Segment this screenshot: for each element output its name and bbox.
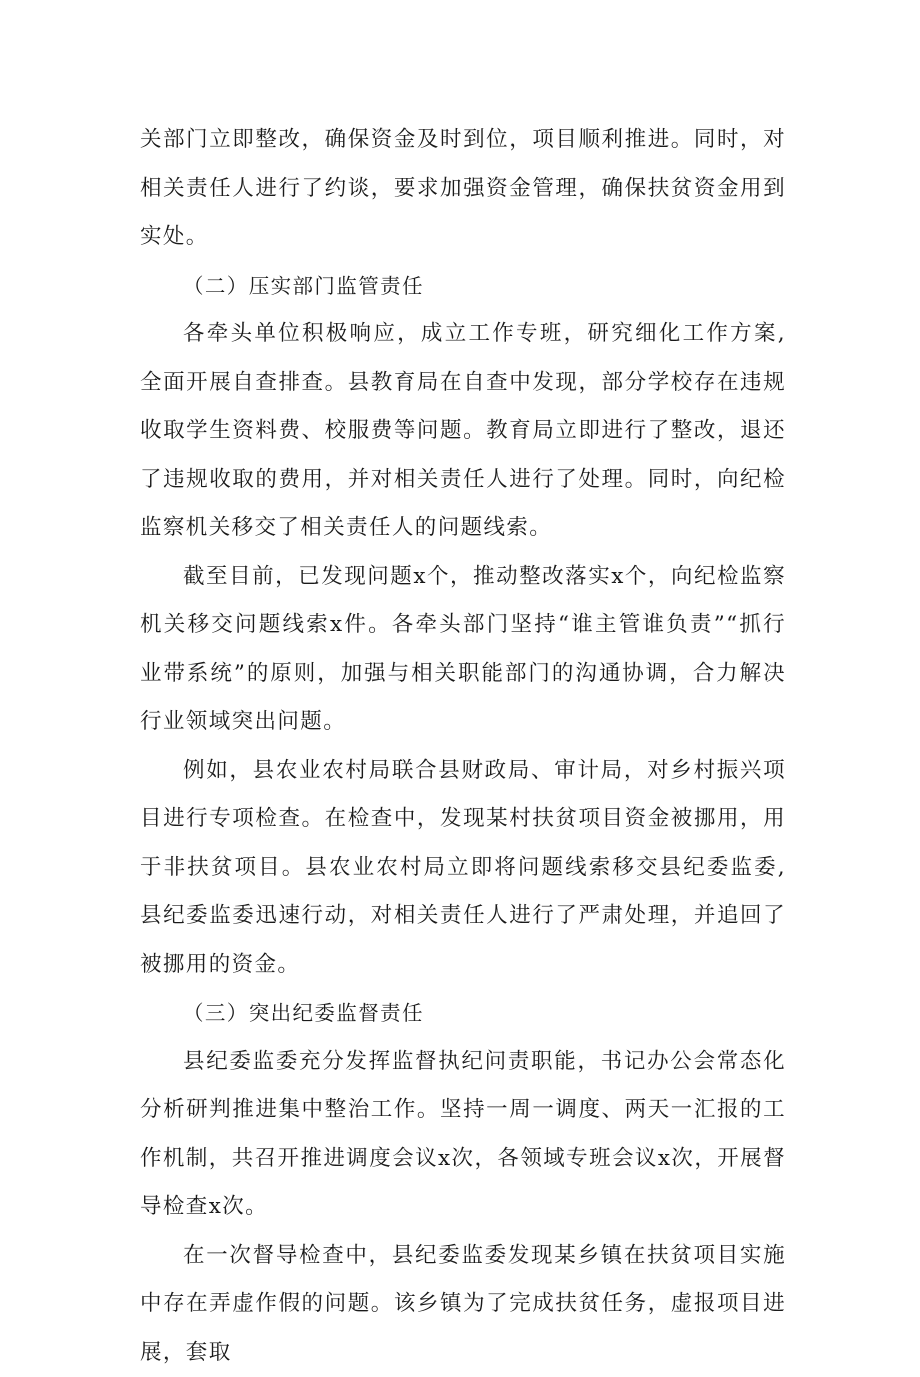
paragraph: 截至目前，已发现问题x个，推动整改落实x个，向纪检监察机关移交问题线索x件。各牵头部门坚持“谁主管谁负责”“抓行业带系统”的原则，加强与相关职能部门的沟通协调，合力解决行业领域突出问题。 xyxy=(140,553,786,747)
paragraph-continuation: 关部门立即整改，确保资金及时到位，项目顺利推进。同时，对相关责任人进行了约谈，要求加强资金管理，确保扶贫资金用到实处。 xyxy=(140,116,786,262)
document-body xyxy=(140,116,786,1377)
paragraph: 各牵头单位积极响应，成立工作专班，研究细化工作方案,全面开展自查排查。县教育局在自查中发现，部分学校存在违规收取学生资料费、校服费等问题。教育局立即进行了整改，退还了违规收取的费用，并对相关责任人进行了处理。同时，向纪检监察机关移交了相关责任人的问题线索。 xyxy=(140,310,786,553)
paragraph: 县纪委监委充分发挥监督执纪问责职能，书记办公会常态化分析研判推进集中整治工作。坚持一周一调度、两天一汇报的工作机制，共召开推进调度会议x次，各领域专班会议x次，开展督导检查x次。 xyxy=(140,1038,786,1232)
section-heading-2: （二）压实部门监管责任 xyxy=(140,262,786,311)
section-heading-3: （三）突出纪委监督责任 xyxy=(140,989,786,1038)
paragraph: 在一次督导检查中，县纪委监委发现某乡镇在扶贫项目实施中存在弄虚作假的问题。该乡镇为了完成扶贫任务，虚报项目进展，套取 xyxy=(140,1232,786,1377)
paragraph: 例如，县农业农村局联合县财政局、审计局，对乡村振兴项目进行专项检查。在检查中，发现某村扶贫项目资金被挪用，用于非扶贫项目。县农业农村局立即将问题线索移交县纪委监委,县纪委监委迅速行动，对相关责任人进行了严肃处理，并追回了被挪用的资金。 xyxy=(140,747,786,990)
